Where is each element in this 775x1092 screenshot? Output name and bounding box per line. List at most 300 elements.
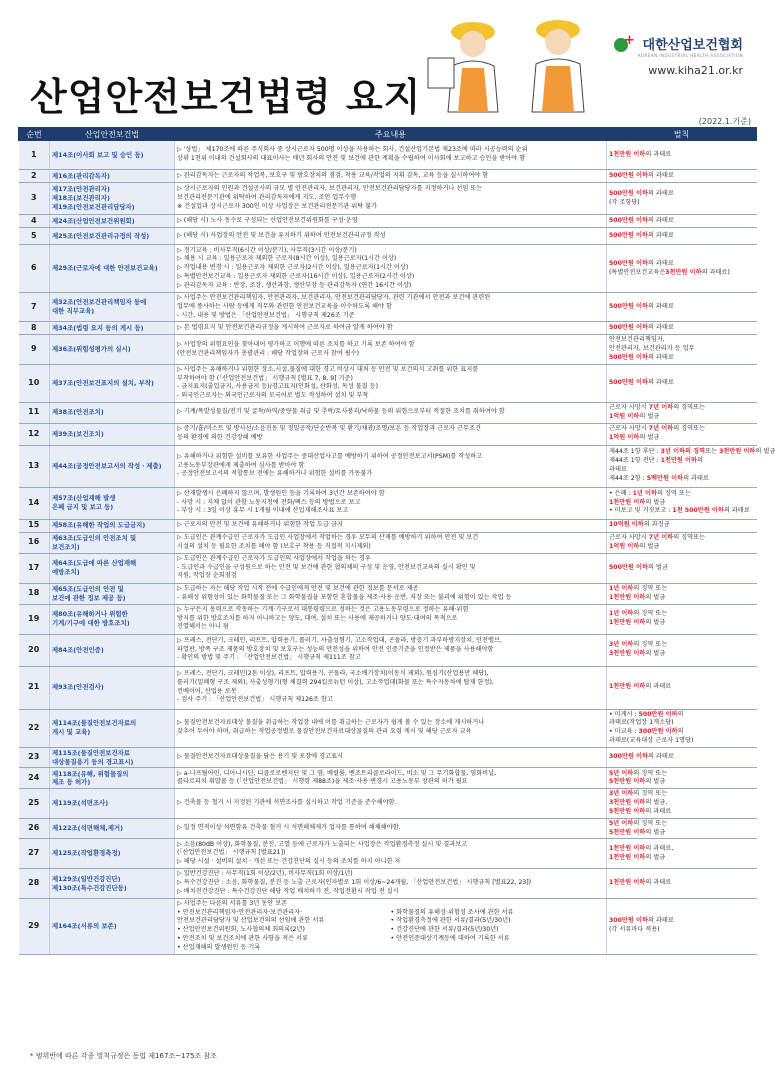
penalty-text: 의 과태료 <box>647 171 674 179</box>
law-article-line: 제122조(석면해체,제거) <box>52 824 123 833</box>
penalty-amount: 5천만원 이하 <box>609 828 646 836</box>
penalty-text: 의 벌금 <box>645 828 666 836</box>
content-cell <box>175 666 607 709</box>
content-line: 진열해서는 아니 됨 <box>177 623 229 631</box>
penalty-text: 의 벌금 <box>639 434 660 442</box>
penalty-text: 의 징역 <box>673 425 694 433</box>
table-row <box>19 789 757 818</box>
law-article-line: 제36조(위험성평가의 실시) <box>52 345 131 354</box>
table-row <box>19 183 757 215</box>
content-cell <box>175 322 607 335</box>
row-number: 17 <box>19 553 50 583</box>
content-cell <box>175 768 607 789</box>
table-row <box>19 869 757 898</box>
penalty-amount: 1천만원 이하 <box>609 683 646 691</box>
table-row <box>19 322 757 335</box>
content-line: 보건관리전문기관에 위탁하여 관리감독자에게 지도, 조언 업무수행 <box>177 194 357 202</box>
content-line: ▷ (해당 시) 사업장의 안전 및 보건을 유지하기 위하여 안전보건관리규정 작성 <box>177 231 386 239</box>
law-article-line: 제16조(관리감독자) <box>52 171 110 180</box>
document-list-item: 안전보건관리담당자 및 산업보건의의 선임에 관한 서류 <box>177 917 325 925</box>
law-article-line: 제29조(근로자에 대한 안전보건교육) <box>52 264 158 273</box>
penalty-text: 의 과태료 <box>647 753 674 761</box>
penalty-text: 의 벌금 <box>645 778 666 786</box>
row-number: 10 <box>19 364 50 402</box>
content-line: ▷ 작업내용 변경 시 : 일용근로자 제외한 근로자(2시간 이상), 일용근로자(1시간 이상) <box>177 264 409 272</box>
penalty-text: 의 벌금 <box>639 542 660 550</box>
penalty-text: 제44조 1항 전단 : <box>609 457 661 465</box>
content-cell <box>175 245 607 293</box>
penalty-text: 의 과태료 <box>647 353 674 361</box>
law-article-line: 제14조(이사회 보고 및 승인 등) <box>52 150 144 159</box>
law-article <box>50 170 175 183</box>
content-cell <box>175 553 607 583</box>
penalty-line <box>609 354 755 363</box>
content-line: ▷ 일정 면적이상 석면함유 건축물 철거 시 석면해체제거 업자를 통하여 해체해야함. <box>177 824 401 832</box>
penalty-text: 의 벌금 <box>647 563 668 571</box>
penalty-text: 의 과태료 <box>683 474 709 482</box>
penalty-cell <box>607 215 757 228</box>
penalty-cell <box>607 666 757 709</box>
penalty-amount: 3천만원 이하 <box>719 448 756 456</box>
penalty-line <box>609 345 755 354</box>
content-line: - 확인의 방법 및 주기 : 「산업안전보건법」 시행규칙 제111조 참고 <box>177 654 361 662</box>
penalty-text: 의 과태료 <box>645 150 672 158</box>
law-article <box>50 553 175 583</box>
row-number: 9 <box>19 335 50 364</box>
document-list-item: • 화학물질의 유해성·위험성 조사에 관한 서류 <box>390 908 514 916</box>
penalty-cell <box>607 839 757 869</box>
content-line: - 부상 시 : 3일 이상 휴무 시 1개월 이내에 산업재해조사표 보고 <box>177 507 349 515</box>
row-number: 25 <box>19 789 50 818</box>
content-line: 업무에 종사하는 사람 등에게 직무와 관련한 안전보건교육을 이수하도록 해야 함 <box>177 302 392 310</box>
law-article <box>50 141 175 170</box>
table-row <box>19 215 757 228</box>
penalty-amount: 5년 이하 <box>609 769 634 777</box>
penalty-line <box>609 845 755 854</box>
penalty-cell <box>607 818 757 839</box>
content-line: - 시간, 내용 및 방법은 「산업안전보건법」 시행규칙 제26조 기준 <box>177 311 355 319</box>
penalty-cell <box>607 532 757 553</box>
content-line: ▷ 산재발생시 은폐하지 않으며, 발생원인 등을 기록하여 3년간 보존하여야 함 <box>177 489 385 497</box>
table-row <box>19 423 757 445</box>
law-article <box>50 666 175 709</box>
content-line: 파열판, 방폭 구조 제품의 방호장치 및 보호구는 성능의 안전성을 위하여 안전 인증기준을 인정받은 제품을 사용해야함 <box>177 645 494 653</box>
content-line: ※ 건설업과 상시근로자 300인 이상 사업장은 보건관리전문기관 위탁 불가 <box>177 202 378 210</box>
penalty-cell <box>607 768 757 789</box>
penalty-amount: 3년 이하의 징역 <box>660 448 706 456</box>
penalty-text: 의 과태료 <box>647 259 674 267</box>
penalty-amount: 500만원 이하 <box>609 323 648 331</box>
penalty-amount: 5천만원 이하 <box>609 778 646 786</box>
content-cell <box>175 423 607 445</box>
penalty-amount: 3천만원 이하 <box>609 799 646 807</box>
content-line: (「산업안전보건법」 시행규칙 [별표21]) <box>177 849 286 857</box>
penalty-text: 의 징역 또는 <box>633 819 668 827</box>
penalty-line <box>609 753 755 762</box>
penalty-line <box>609 151 755 160</box>
row-number: 3 <box>19 183 50 215</box>
penalty-line <box>609 641 755 650</box>
penalty-cell <box>607 228 757 245</box>
law-article-line: 제129조(일반건강진단) <box>52 874 121 883</box>
law-article <box>50 709 175 747</box>
content-line: ▷ '상법」 제170조에 따른 주식회사 중 상시근로자 500명 이상을 사용하는 회사, 건설산업기본법 제23조에 따라 시공능력의 순위 <box>177 146 528 154</box>
penalty-line <box>609 466 755 475</box>
law-article <box>50 604 175 634</box>
law-article-line: 제39조(보건조치) <box>52 429 104 438</box>
penalty-text: 또는 <box>693 533 706 541</box>
row-number: 24 <box>19 768 50 789</box>
penalty-amount: 5년 이하 <box>609 819 634 827</box>
penalty-text: 의 벌금 <box>755 448 775 456</box>
law-article-line: 제84조(안전인증) <box>52 645 104 654</box>
content-line: 방지를 위한 방호조치를 하지 아니하고는 양도, 대여, 설치 또는 사용에 제공하거나 양도·대여의 목적으로 <box>177 614 458 622</box>
content-line: ▷ a-나프틸아민, 디아니시딘, 디클로로벤지딘 및 그 염, 베릴륨, 벤조트리클로라이드, 비소 및 그 무기화합물, 염화비닐, <box>177 769 497 777</box>
penalty-text: 의 벌금 <box>645 619 666 627</box>
law-article <box>50 335 175 364</box>
content-cell <box>175 747 607 768</box>
penalty-text: 근로자 사망시 <box>609 533 649 541</box>
penalty-line <box>609 778 755 787</box>
penalty-amount: 500만원 이하 <box>609 231 648 239</box>
penalty-amount: 500만원 이하 <box>609 189 648 197</box>
law-article-line: 제19조(안전보건관리담당자) <box>52 202 135 211</box>
penalty-cell <box>607 335 757 364</box>
content-cell <box>175 335 607 364</box>
penalty-text: 의 과태료 <box>647 216 674 224</box>
penalty-line <box>609 475 755 484</box>
row-number: 19 <box>19 604 50 634</box>
row-number: 20 <box>19 634 50 666</box>
penalty-cell <box>607 141 757 170</box>
law-article-line: 제57조(산업재해 발생 <box>52 494 116 503</box>
content-cell <box>175 789 607 818</box>
penalty-line <box>609 829 755 838</box>
law-article-line: 기계/기구에 대한 방호조치) <box>52 619 130 628</box>
content-cell <box>175 228 607 245</box>
content-line: ▷ 사업주는 다음의 서류를 3년 동안 보존 <box>177 899 288 907</box>
content-line: - 금지표지(출입금지, 사용금지 등)/경고표지(인화성, 산화성, 독성 물질 등) <box>177 383 378 391</box>
penalty-amount: 500만원 이하 <box>609 259 648 267</box>
penalty-amount: 1억원 이하 <box>609 434 640 442</box>
table-row <box>19 532 757 553</box>
penalty-text: 의 징역 또는 <box>633 610 668 618</box>
content-cell <box>175 402 607 423</box>
penalty-text: 또는 <box>676 489 691 497</box>
table-row <box>19 747 757 768</box>
penalty-text: 의 과태료 <box>723 507 750 515</box>
law-article-line: 제93조(안전검사) <box>52 683 104 692</box>
content-cell <box>175 604 607 634</box>
date-stamp: (2022.1.기준) <box>698 117 751 126</box>
law-article-line: 제164조(서류의 보존) <box>52 921 117 930</box>
penalty-text: 안전보건관리책임자, <box>609 336 665 344</box>
content-line: - 검사 주기 : 「산업안전보건법」 시행규칙 제126조 참고 <box>177 696 333 704</box>
penalty-text: 의 과태료 <box>647 189 674 197</box>
content-line: ▷ 프레스, 전단기, 크레인, 리프트, 압력용기, 롤러기, 사출성형기, 고소작업대, 곤돌라, 방충기 과부하방지장치, 안전밸브, <box>177 636 502 644</box>
row-number: 28 <box>19 869 50 898</box>
content-line: 고용노동부장관에게 제출하여 심사를 받아야 함 <box>177 461 305 469</box>
content-cell <box>175 583 607 604</box>
penalty-text: 의 벌금 <box>645 593 666 601</box>
penalty-amount: 3년 이하 <box>609 790 634 798</box>
content-cell <box>175 364 607 402</box>
law-article <box>50 322 175 335</box>
table-row <box>19 709 757 747</box>
row-number: 15 <box>19 519 50 532</box>
row-number: 23 <box>19 747 50 768</box>
content-cell <box>175 519 607 532</box>
penalty-line <box>609 719 755 728</box>
penalty-cell <box>607 789 757 818</box>
content-line: ▷ 도급인은 관계수급인 근로자가 도급인 사업장에서 작업하는 경우 모두의 산재를 예방하기 위하여 안전 및 보건 <box>177 533 479 541</box>
law-article-line: 제65조(도급인의 안전 및 <box>52 584 124 593</box>
penalty-text: 의 과태료) <box>701 268 730 276</box>
law-article-line: 제114조(물질안전보건자료의 <box>52 719 137 728</box>
law-article-line: 제34조(법령 요지 등의 게시 등) <box>52 323 144 332</box>
penalty-amount: 300만원 이하 <box>638 728 678 736</box>
penalty-text: • 은폐 : <box>609 489 633 497</box>
content-line: ▷ 근로자의 안전 및 보건에 유해하거나 위험한 작업 도급 금지 <box>177 521 343 529</box>
row-number: 13 <box>19 445 50 487</box>
content-line: ▷ 도급인은 관계수급인 근로자가 도급인의 사업장에서 작업을 하는 경우 <box>177 554 371 562</box>
content-line: ▷ 정기교육 : 비사무직(6시간 이상/분기), 사무직(3시간 이상/분기) <box>177 246 357 254</box>
penalty-amount: 1천만원 이하 <box>660 457 698 465</box>
penalty-line <box>609 413 755 422</box>
content-line: 컨베이어, 산업용 로봇 <box>177 687 237 695</box>
content-line: ▷ 상시근로자의 인원과 건설공사의 규모 별 안전관리자, 보건관리자, 안전보건관리담당자를 지정하거나 선임 또는 <box>177 185 483 193</box>
penalty-cell <box>607 423 757 445</box>
row-number: 2 <box>19 170 50 183</box>
penalty-line <box>609 619 755 628</box>
penalty-cell <box>607 402 757 423</box>
penalty-cell <box>607 898 757 954</box>
header-content: 주요내용 <box>175 128 607 141</box>
content-line: ▷ 본 법령요지 및 안전보건관리규정을 게시하여 근로자로 하여금 알게 하여야 함 <box>177 323 393 331</box>
row-number: 18 <box>19 583 50 604</box>
penalty-cell <box>607 747 757 768</box>
logo-name: 대한산업보건협회 <box>642 38 743 53</box>
penalty-text: 의 과태료 <box>647 378 674 386</box>
penalty-line <box>609 336 755 345</box>
content-line: ▷ 해당 시설 · 설비의 설치 · 개선 또는 건강진단의 실시 등의 조치를 하지 아니한 자 <box>177 858 401 866</box>
penalty-amount: 1년 이하 <box>632 489 657 497</box>
row-number: 8 <box>19 322 50 335</box>
table-row <box>19 170 757 183</box>
penalty-amount: 500만원 이하 <box>609 563 648 571</box>
document-list-column <box>391 909 605 953</box>
penalty-line <box>609 303 755 312</box>
content-cell <box>175 898 607 954</box>
document-list-item: • 건강진단에 관한 서류/결과(5년/30년) <box>390 926 499 934</box>
law-article <box>50 747 175 768</box>
penalty-text: 제44조 1항 후단 : <box>609 448 661 456</box>
penalty-line <box>609 199 755 208</box>
law-article-line: 제118조(유해, 위험물질의 <box>52 769 129 778</box>
law-article <box>50 487 175 519</box>
document-list-item: • 안전조치 및 보건조치에 관한 사항을 적은 서류 <box>177 934 308 942</box>
page-title: 산업안전보건법령 요지 <box>30 75 422 119</box>
law-article-line: 제58조(유해한 작업의 도급금지) <box>52 521 146 530</box>
penalty-text: 과태료(작업장 1개소당) <box>609 719 674 727</box>
law-article <box>50 445 175 487</box>
penalty-text: 의 <box>677 728 684 736</box>
penalty-amount: 1년 이하 <box>609 584 634 592</box>
penalty-text: 의 과태료 <box>645 683 672 691</box>
law-summary-table <box>18 127 775 955</box>
law-article <box>50 634 175 666</box>
content-cell <box>175 634 607 666</box>
penalty-text: 의 과태료 <box>647 917 674 925</box>
logo-sub: KOREAN INDUSTRIAL HEALTH ASSOCIATION <box>637 53 743 58</box>
penalty-amount: 10억원 이하 <box>609 521 644 529</box>
penalty-line <box>609 217 755 226</box>
row-number: 26 <box>19 818 50 839</box>
law-article-line: 제조 등 허가) <box>52 778 91 787</box>
penalty-text: 의 <box>697 457 703 465</box>
content-line: 콜타르피치 휘발물 등 (「산업안전보건법」 시행령 제88조)을 제조·사용·변경시 고용노동부 장관의 허가 필요 <box>177 778 468 786</box>
penalty-line <box>609 799 755 808</box>
law-article-line: 제17조(안전관리자) <box>52 185 110 194</box>
penalty-line <box>609 820 755 829</box>
penalty-amount: 3년 이하 <box>609 641 634 649</box>
document-list-column <box>177 909 391 953</box>
content-cell <box>175 869 607 898</box>
content-cell <box>175 709 607 747</box>
law-article-line: 제18조(보건관리자) <box>52 194 110 203</box>
table-row <box>19 583 757 604</box>
content-cell <box>175 445 607 487</box>
association-logo <box>614 34 743 77</box>
penalty-amount: 500만원 이하 <box>638 710 678 718</box>
workers-illustration-icon <box>418 8 608 112</box>
content-line: - 도급인과 수급인을 구성원으로 하는 안전 및 보건에 관한 협의체의 구성 및 운영, 안전보건교육의 실시 확인 및 <box>177 563 476 571</box>
penalty-line <box>609 172 755 181</box>
content-line: 지원, 작업장 순회점검 <box>177 572 237 580</box>
penalty-cell <box>607 245 757 293</box>
content-line: ▷ 채용 시 교육 : 일용근로자 제외한 근로자(8시간 이상), 일용근로자(1시간 이상) <box>177 255 397 263</box>
law-article <box>50 228 175 245</box>
penalty-text: 의 징역 <box>656 489 677 497</box>
law-article <box>50 423 175 445</box>
header-law: 산업안전보건법 <box>50 128 175 141</box>
table-row <box>19 335 757 364</box>
penalty-text: • 미보고 및 거짓보고 : <box>609 507 671 515</box>
logo-mark-icon: + <box>614 36 634 56</box>
penalty-amount: 500만원 이하 <box>609 302 648 310</box>
penalty-text: (각 서류마다 적용) <box>609 926 660 934</box>
row-number: 11 <box>19 402 50 423</box>
table-row <box>19 402 757 423</box>
row-number: 6 <box>19 245 50 293</box>
penalty-cell <box>607 583 757 604</box>
penalty-amount: 7년 이하 <box>648 533 674 541</box>
law-article <box>50 519 175 532</box>
content-cell <box>175 170 607 183</box>
penalty-amount: 1천 500만원 이하 <box>672 507 724 515</box>
content-line: ▷ 프레스, 전단기, 크레인(2톤 이상), 리프트, 압력용기, 곤돌라, 국소배기장치(이동식 제외), 원심기(산업용만 해당), <box>177 669 489 677</box>
law-article-line: 제44조(공정안전보고서의 작성ㆍ제출) <box>52 461 162 470</box>
penalty-amount: 1천만원 이하 <box>609 619 646 627</box>
penalty-cell <box>607 519 757 532</box>
penalty-text: 또는 <box>705 448 720 456</box>
penalty-amount: 3천만원 이하 <box>665 268 702 276</box>
penalty-text: 근로자 사망시 <box>609 403 649 411</box>
penalty-text: 의 과태료 <box>645 879 672 887</box>
penalty-line <box>609 425 755 434</box>
penalty-line <box>609 434 755 443</box>
penalty-text: 과태료 <box>609 466 627 474</box>
law-article-line: 게시 및 교육) <box>52 728 91 737</box>
table-row <box>19 818 757 839</box>
penalty-text: 의 벌금 <box>645 498 666 506</box>
penalty-line <box>609 594 755 603</box>
row-number: 16 <box>19 532 50 553</box>
law-article-line: 제119조(석면조사) <box>52 799 109 808</box>
content-line: ▷ 특별안전보건교육 : 일용근로자 제외한 근로자(16시간 이상), 일용근로자(2시간 이상) <box>177 272 415 280</box>
row-number: 27 <box>19 839 50 869</box>
law-article <box>50 293 175 322</box>
content-line: (안전보건관리책임자가 총괄관리 : 해당 작업장의 근로자 참여 필수) <box>177 349 360 357</box>
document-list-item: • 안전보건관리책임자·안전관리자·보건관리자· <box>177 908 303 916</box>
penalty-text: 의 징역 또는 <box>633 641 668 649</box>
table-row <box>19 839 757 869</box>
page-header <box>0 0 773 119</box>
penalty-cell <box>607 170 757 183</box>
penalty-line <box>609 507 755 516</box>
penalty-amount: 1억원 이하 <box>609 542 640 550</box>
penalty-text: 의 과태료 <box>647 231 674 239</box>
content-line: 롤러기(밀폐형 구조 제외), 사출성형기(형 체결력 294킬로뉴턴 이상), 고소작업대(화물 또는 특수자동차에 탑재 한정), <box>177 678 494 686</box>
content-line: - 외국인근로자는 외국인근로자의 모국어로 별도 작성하여 설치 및 부착 <box>177 392 369 400</box>
row-number: 1 <box>19 141 50 170</box>
penalty-line <box>609 564 755 573</box>
penalty-text: 의 벌금, <box>645 799 668 807</box>
content-line: ▷ 특수건강진단 : 소음, 화학물질, 분진 등 노출 근로자(인자별로 1회 이상/6~24개월, 「산업안전보건법」 시행규칙 [별표22, 23]) <box>177 879 532 887</box>
penalty-line <box>609 790 755 799</box>
table-row <box>19 141 757 170</box>
content-line: ▷ 물질안전보건자료대상물질을 담은 용기 및 포장에 경고표시 <box>177 753 343 761</box>
row-number: 12 <box>19 423 50 445</box>
content-line: 부착하여야 함 (「산업안전보건법」 시행규칙 [별표 7, 8, 9] 기준) <box>177 374 353 382</box>
content-cell <box>175 215 607 228</box>
law-article-line: 제80조(유해하거나 위험한 <box>52 610 128 619</box>
content-line: ▷ 관리감독자는 근로자의 작업복, 보호구 및 방호장치의 점검, 착용 교육/작업의 지휘 감독, 교육 등을 실시하여야 함 <box>177 171 489 179</box>
penalty-cell <box>607 445 775 487</box>
penalty-cell <box>607 364 757 402</box>
penalty-amount: 500만원 이하 <box>609 378 648 386</box>
penalty-line <box>609 379 755 388</box>
penalty-cell <box>607 869 757 898</box>
penalty-text: 의 과징금 <box>643 521 670 529</box>
law-article <box>50 402 175 423</box>
law-article <box>50 768 175 789</box>
penalty-text: 또는 <box>693 403 706 411</box>
content-line: ▷ 도급하는 자는 해당 작업 시작 전에 수급인에게 안전 및 보건에 관한 정보를 문서로 제공 <box>177 584 419 592</box>
penalty-line <box>609 448 775 457</box>
row-number: 29 <box>19 898 50 954</box>
penalty-amount: 1천만원 이하 <box>609 498 646 506</box>
content-cell <box>175 487 607 519</box>
penalty-amount: 500만원 이하 <box>609 353 648 361</box>
penalty-line <box>609 534 755 543</box>
penalty-cell <box>607 487 757 519</box>
penalty-text: 의 벌금 <box>645 650 666 658</box>
penalty-amount: 500만원 이하 <box>609 216 648 224</box>
penalty-line <box>609 490 755 499</box>
content-cell <box>175 818 607 839</box>
content-line: - 공정안전보고서의 적합통보 전에는 유해하거나 위험한 설비를 가동불가 <box>177 470 373 478</box>
